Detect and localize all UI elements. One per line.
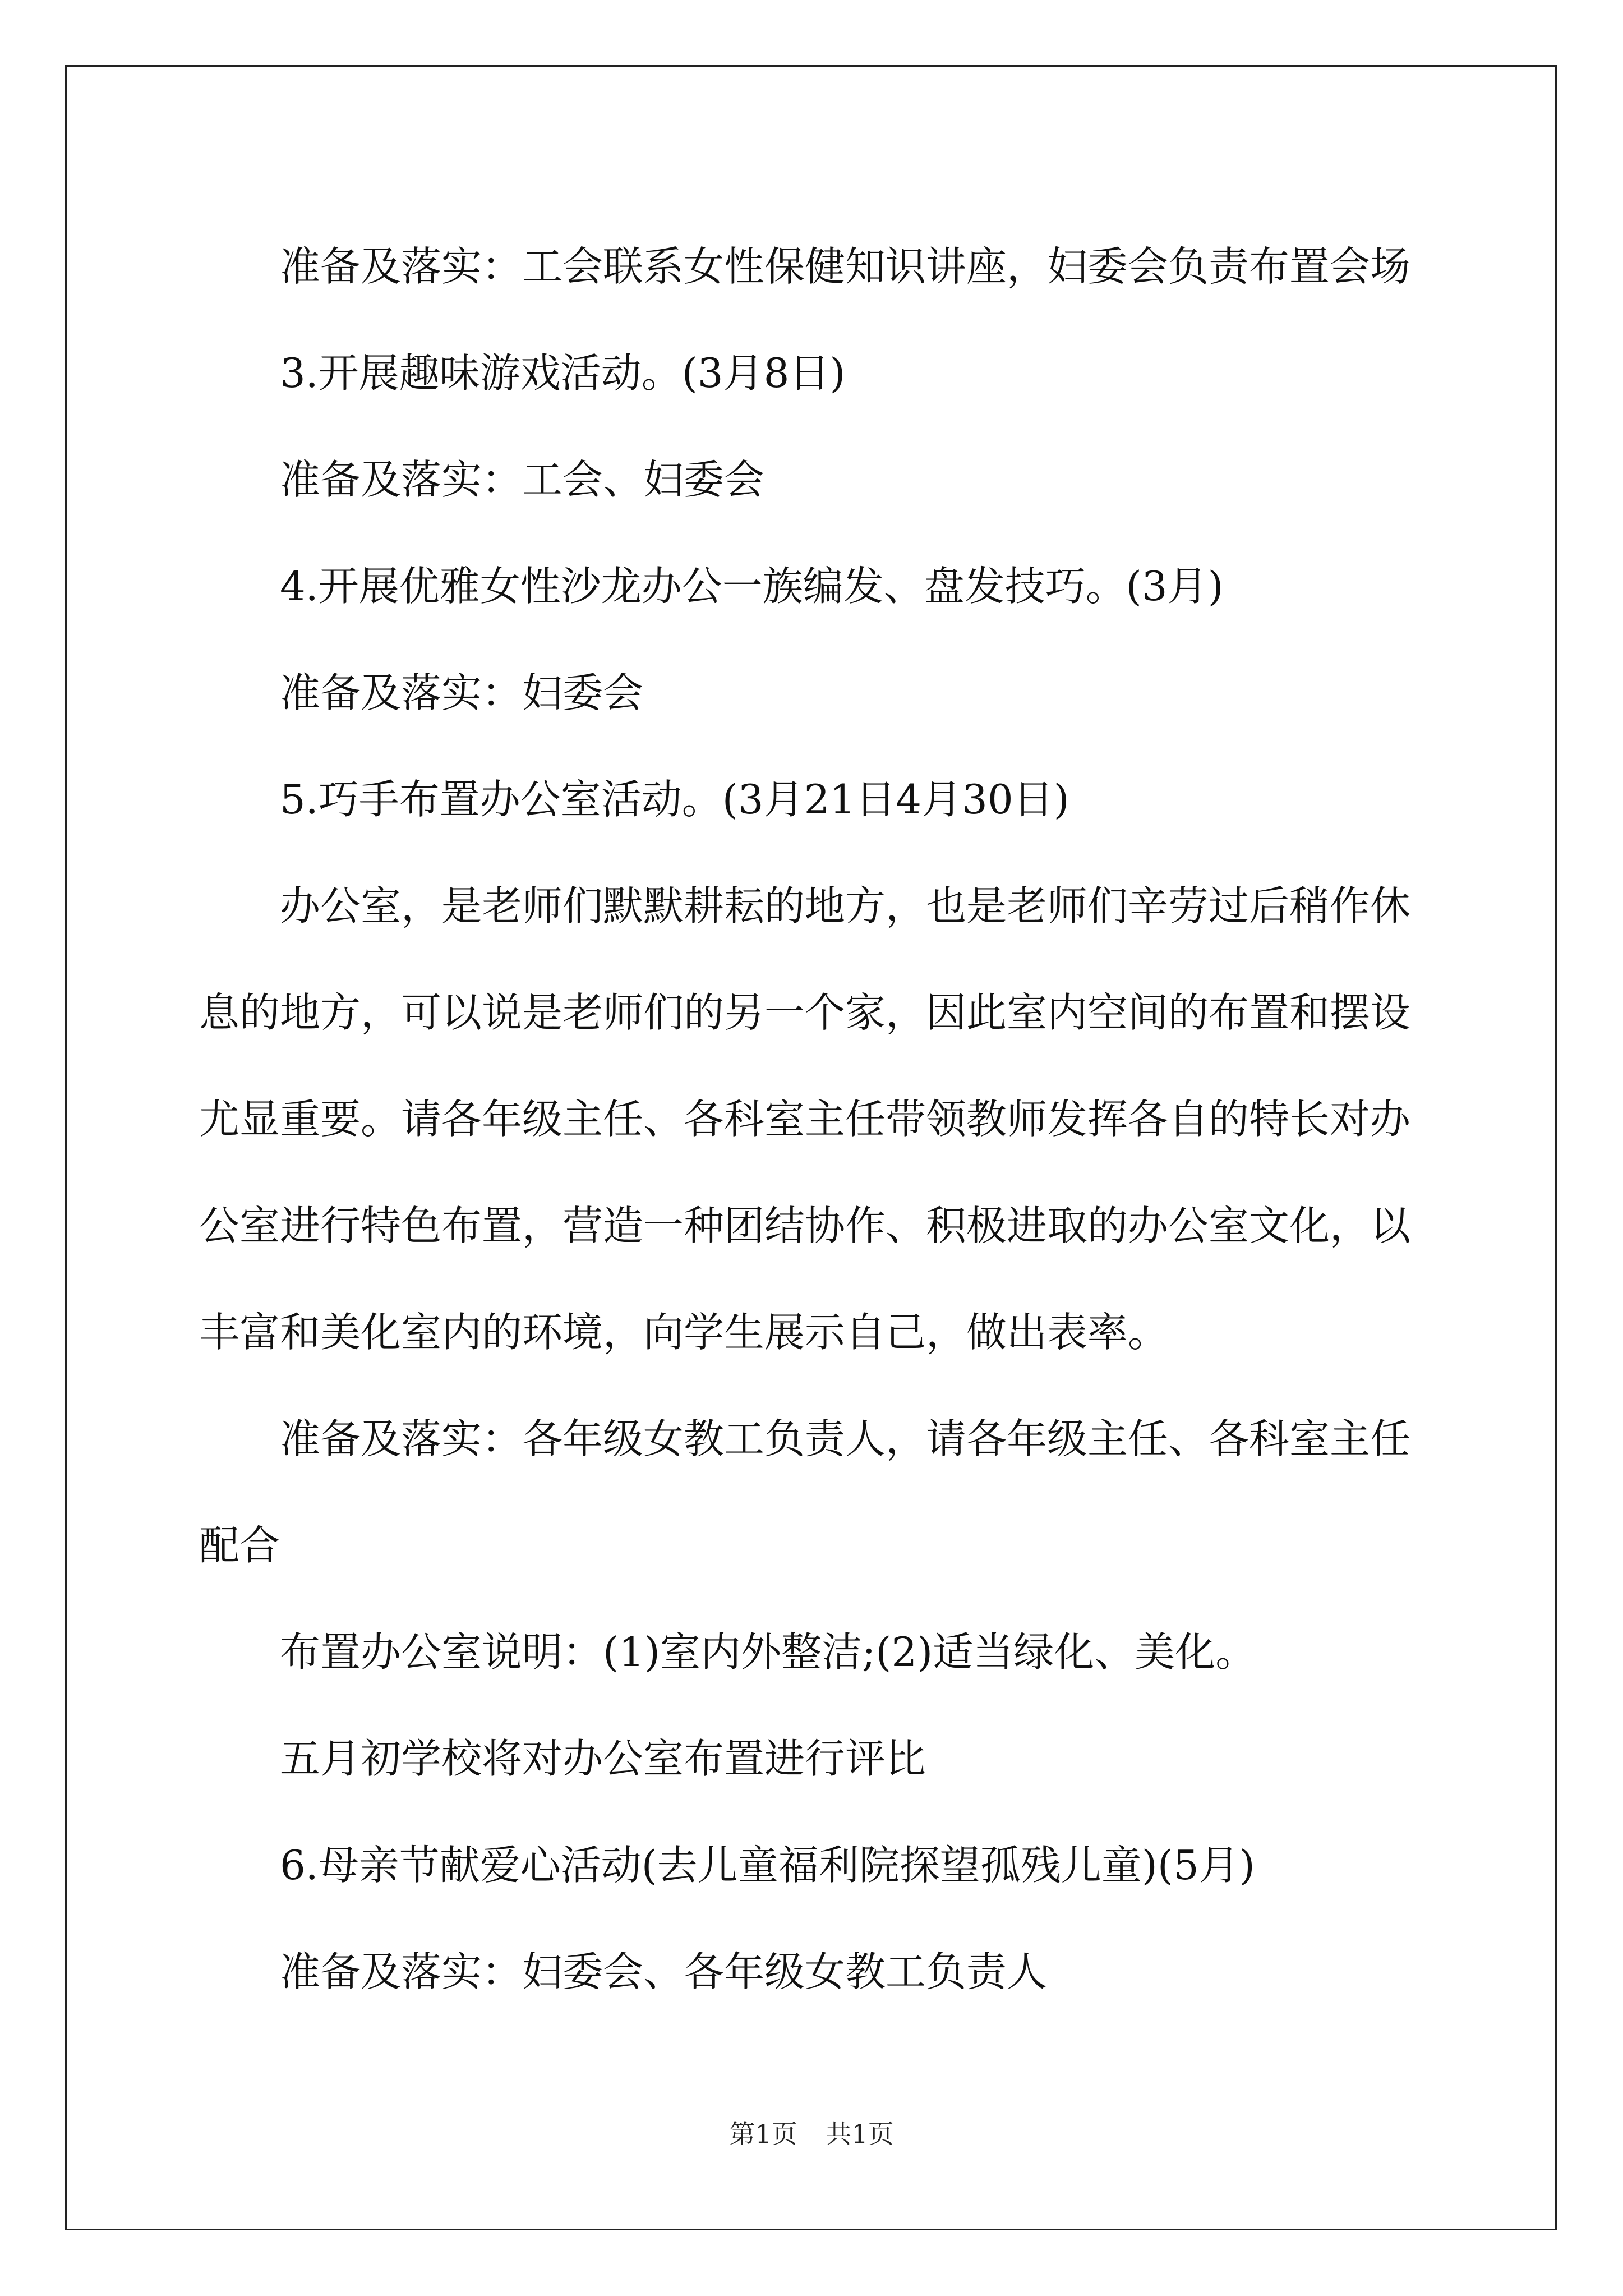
paragraph: 3.开展趣味游戏活动。(3月8日) xyxy=(280,349,846,397)
paragraph: 4.开展优雅女性沙龙办公一族编发、盘发技巧。(3月) xyxy=(280,563,1224,610)
paragraph: 准备及落实：妇委会 xyxy=(280,669,644,716)
paragraph: 五月初学校将对办公室布置进行评比 xyxy=(280,1735,926,1782)
document-body xyxy=(199,213,1433,2025)
paragraph: 5.巧手布置办公室活动。(3月21日4月30日) xyxy=(280,776,1069,823)
paragraph: 准备及落实：工会联系女性保健知识讲座，妇委会负责布置会场 xyxy=(280,243,1411,290)
page-footer xyxy=(0,2114,1623,2151)
paragraph: 准备及落实：工会、妇委会 xyxy=(280,456,765,503)
paragraph: 准备及落实：妇委会、各年级女教工负责人 xyxy=(280,1948,1048,1995)
paragraph: 准备及落实：各年级女教工负责人，请各年级主任、各科室主任配合 xyxy=(199,1415,1411,1569)
paragraph: 办公室，是老师们默默耕耘的地方，也是老师们辛劳过后稍作休息的地方，可以说是老师们的另一个家，因此室内空间的布置和摆设尤显重要。请各年级主任、各科室主任带领教师发挥各自的特长对办公室进行特色布置，营造一种团结协作、积极进取的办公室文化，以丰富和美化室内的环境，向学生展示自己，做出表率。 xyxy=(199,882,1411,1356)
page-total: 共1页 xyxy=(826,2119,894,2149)
paragraph: 布置办公室说明：(1)室内外整洁;(2)适当绿化、美化。 xyxy=(280,1628,1256,1676)
page-number: 第1页 xyxy=(729,2119,797,2149)
paragraph: 6.母亲节献爱心活动(去儿童福利院探望孤残儿童)(5月) xyxy=(280,1842,1255,1889)
